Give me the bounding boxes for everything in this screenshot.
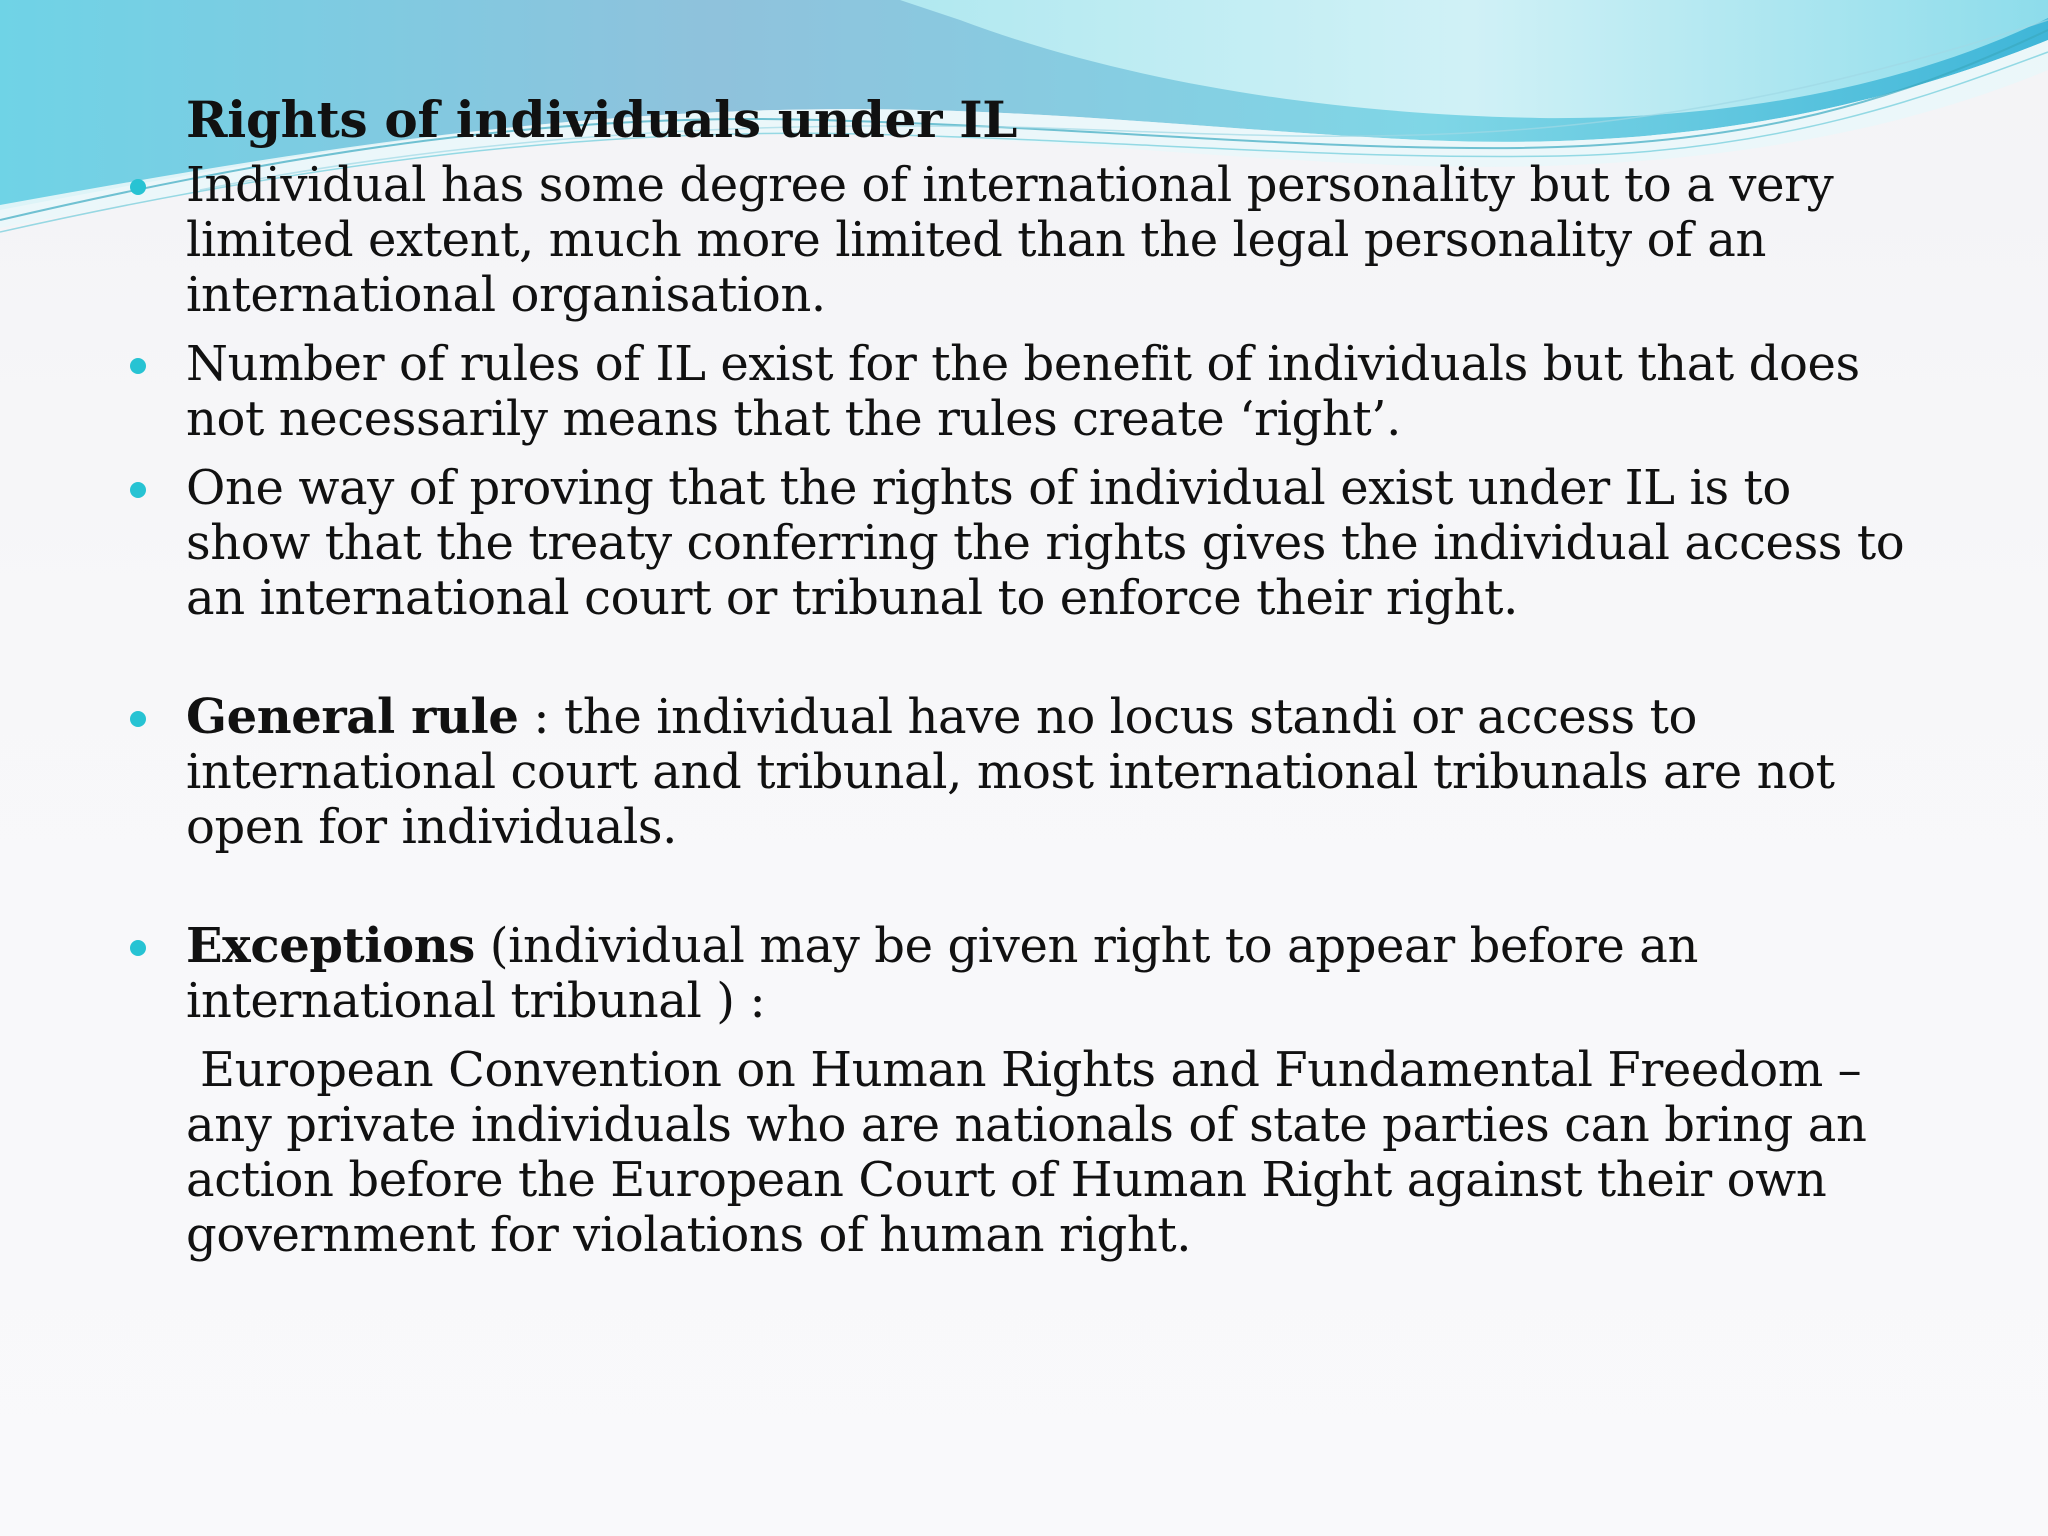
- bullet-item: [130, 690, 1920, 855]
- sub-paragraph: European Convention on Human Rights and Fundamental Freedom – any private individuals who are nationals of state parties can bring an action before the European Court of Human Right against their own government for violations of human right.: [186, 1042, 1867, 1263]
- bullet-dot-icon: [130, 179, 146, 195]
- bullet-text: (individual may be given right to appear before an international tribunal ) :: [186, 918, 1698, 1029]
- bullet-item: [130, 337, 1920, 447]
- bullet-text: : the individual have no locus standi or access to international court and tribunal, most international tribunals are not open for individuals.: [186, 689, 1835, 855]
- bullet-dot-icon: [130, 940, 146, 956]
- bullet-dot-icon: [130, 358, 146, 374]
- bullet-text: One way of proving that the rights of individual exist under IL is to show that the treaty conferring the rights gives the individual access to an international court or tribunal to enforce their right.: [186, 460, 1905, 626]
- bullet-list: [130, 158, 1920, 1029]
- bullet-item: [130, 158, 1920, 323]
- slide-content: [130, 92, 1920, 1263]
- bullet-item: [130, 461, 1920, 626]
- bullet-text: Individual has some degree of international personality but to a very limited extent, much more limited than the legal personality of an international organisation.: [186, 157, 1834, 323]
- bullet-dot-icon: [130, 482, 146, 498]
- slide-title: Rights of individuals under IL: [186, 90, 1018, 149]
- bullet-lead: General rule: [186, 689, 519, 745]
- bullet-text: Number of rules of IL exist for the benefit of individuals but that does not necessarily means that the rules create ‘right’.: [186, 336, 1860, 447]
- bullet-item: [130, 919, 1920, 1029]
- bullet-lead: Exceptions: [186, 918, 475, 974]
- bullet-dot-icon: [130, 711, 146, 727]
